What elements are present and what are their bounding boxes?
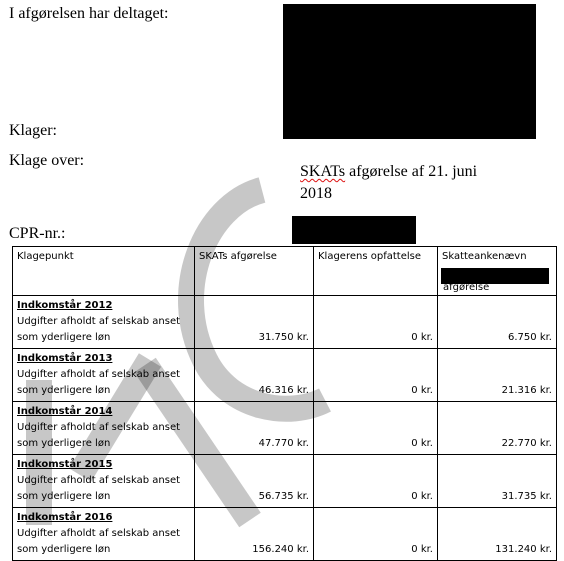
row-skat-value: 47.770 kr. (195, 402, 314, 455)
row-description: Udgifter afholdt af selskab anset som yderligere løn (17, 475, 181, 502)
complaint-about-label: Klage over: (9, 152, 85, 169)
header-naevn (438, 247, 557, 296)
table-row (13, 402, 557, 455)
complaint-about-year: 2018 (300, 185, 332, 202)
row-skat-value: 56.735 kr. (195, 455, 314, 508)
header-naevn-line1: Skatteankenævn (442, 251, 527, 262)
row-period: Indkomstår 2015 (17, 459, 113, 470)
header-skat: SKATs afgørelse (195, 247, 314, 296)
table-header-row (13, 247, 557, 296)
row-skat-value: 31.750 kr. (195, 296, 314, 349)
complaint-about-value (300, 161, 477, 205)
row-klager-value: 0 kr. (314, 349, 438, 402)
row-description: Udgifter afholdt af selskab anset som yderligere løn (17, 316, 181, 343)
row-naevn-value: 21.316 kr. (438, 349, 557, 402)
row-period: Indkomstår 2014 (17, 406, 113, 417)
row-period: Indkomstår 2013 (17, 353, 113, 364)
row-description: Udgifter afholdt af selskab anset som yderligere løn (17, 422, 181, 449)
participants-redaction (283, 4, 536, 139)
decision-table (12, 246, 557, 561)
table-row (13, 508, 557, 561)
row-naevn-value: 31.735 kr. (438, 455, 557, 508)
row-klager-value: 0 kr. (314, 402, 438, 455)
complaint-about-word: SKATs (300, 163, 346, 180)
row-skat-value: 156.240 kr. (195, 508, 314, 561)
table-row (13, 296, 557, 349)
row-description: Udgifter afholdt af selskab anset som yderligere løn (17, 369, 181, 396)
table-row (13, 349, 557, 402)
complaint-about-rest: afgørelse af 21. juni (349, 163, 478, 180)
row-klager-value: 0 kr. (314, 455, 438, 508)
row-skat-value: 46.316 kr. (195, 349, 314, 402)
row-naevn-value: 22.770 kr. (438, 402, 557, 455)
cpr-label: CPR-nr.: (9, 225, 66, 242)
header-klagepunkt: Klagepunkt (13, 247, 195, 296)
row-klager-value: 0 kr. (314, 296, 438, 349)
header-klager: Klagerens opfattelse (314, 247, 438, 296)
row-klager-value: 0 kr. (314, 508, 438, 561)
header-naevn-line2: afgørelse (443, 282, 490, 293)
row-naevn-value: 6.750 kr. (438, 296, 557, 349)
row-description: Udgifter afholdt af selskab anset som yderligere løn (17, 528, 181, 555)
row-period: Indkomstår 2012 (17, 300, 113, 311)
complainant-label: Klager: (9, 122, 57, 139)
row-period: Indkomstår 2016 (17, 512, 113, 523)
cpr-redaction (292, 216, 416, 244)
participants-label: I afgørelsen har deltaget: (9, 5, 169, 22)
table-row (13, 455, 557, 508)
row-naevn-value: 131.240 kr. (438, 508, 557, 561)
